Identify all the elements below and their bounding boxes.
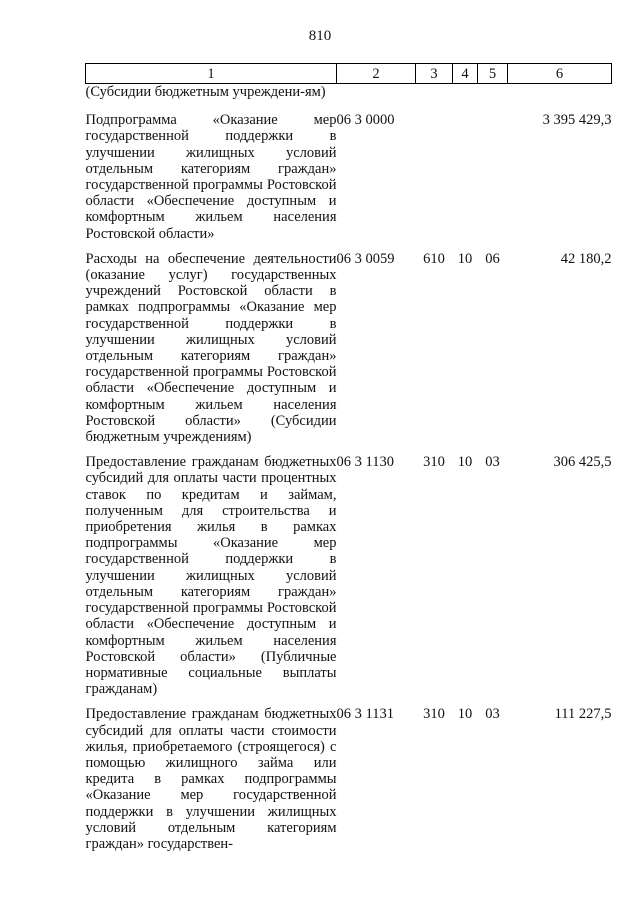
row-name: Расходы на обеспечение деятельности (оказание услуг) государственных учреждений Ростовской области в рамках подпрограммы «Оказание мер государственной поддержки в улучшении жилищных условий отдельным категориям граждан» государственной программы Ростовской области «Обеспечение доступным и комфортным жильем населения Ростовской области» (Субсидии бюджетным учреждениям) <box>85 250 337 446</box>
row-expense-type: 610 <box>423 250 445 267</box>
header-col-6: 6 <box>508 64 612 84</box>
row-amount: 111 227,5 <box>554 706 612 723</box>
row-subsection <box>478 112 508 251</box>
table-row <box>86 84 612 113</box>
row-target-code: 06 3 1130 <box>336 454 394 471</box>
row-section: 10 <box>457 250 473 267</box>
row-amount: 42 180,2 <box>560 250 612 267</box>
header-col-2: 2 <box>337 64 416 84</box>
table-row <box>86 112 612 251</box>
row-section <box>453 84 478 113</box>
header-col-4: 4 <box>453 64 478 84</box>
table-body <box>86 84 612 853</box>
table-row <box>86 251 612 454</box>
row-name: Предоставление гражданам бюджетных субсидий для оплаты части процентных ставок по кредитам и займам, полученным для строительства и приобретения жилья в рамках подпрограммы «Оказание мер государственной поддержки в улучшении жилищных условий отдельным категориям граждан» государственной программы Ростовской области «Обеспечение доступным и комфортным жильем населения Ростовской области» (Публичные нормативные социальные выплаты гражданам) <box>85 454 337 698</box>
row-subsection <box>478 84 508 113</box>
row-amount: 3 395 429,3 <box>542 112 612 129</box>
table-header <box>86 64 612 84</box>
row-target-code <box>337 84 416 113</box>
row-expense-type <box>416 112 453 251</box>
row-target-code: 06 3 1131 <box>336 706 394 723</box>
page-number: 810 <box>308 28 332 44</box>
header-col-5: 5 <box>478 64 508 84</box>
row-expense-type <box>416 84 453 113</box>
row-subsection: 03 <box>485 454 500 471</box>
row-name: (Субсидии бюджетным учреждени-ям) <box>85 84 326 100</box>
header-col-3: 3 <box>416 64 453 84</box>
row-amount <box>508 84 612 113</box>
row-amount: 306 425,5 <box>553 454 612 471</box>
table-row <box>86 454 612 706</box>
row-expense-type: 310 <box>423 454 445 471</box>
row-name: Предоставление гражданам бюджетных субсидий для оплаты части стоимости жилья, приобретаемого (строящегося) с помощью жилищного займа или кредита в рамках подпрограммы «Оказание мер государственной поддержки в улучшении жилищных условий отдельным категориям граждан» государствен- <box>85 706 337 852</box>
row-subsection: 03 <box>485 706 500 723</box>
row-target-code: 06 3 0059 <box>336 250 395 267</box>
row-subsection: 06 <box>485 250 500 267</box>
row-section: 10 <box>457 454 473 471</box>
table-row <box>86 706 612 852</box>
row-expense-type: 310 <box>423 706 445 723</box>
row-section: 10 <box>457 706 473 723</box>
row-section <box>453 112 478 251</box>
row-target-code: 06 3 0000 <box>336 112 395 129</box>
budget-table <box>85 63 612 852</box>
row-name: Подпрограмма «Оказание мер государственной поддержки в улучшении жилищных условий отдельным категориям граждан» государственной программы Ростовской области «Обеспечение доступным и комфортным жильем населения Ростовской области» <box>85 112 337 242</box>
header-row <box>86 64 612 84</box>
header-col-1: 1 <box>86 64 337 84</box>
